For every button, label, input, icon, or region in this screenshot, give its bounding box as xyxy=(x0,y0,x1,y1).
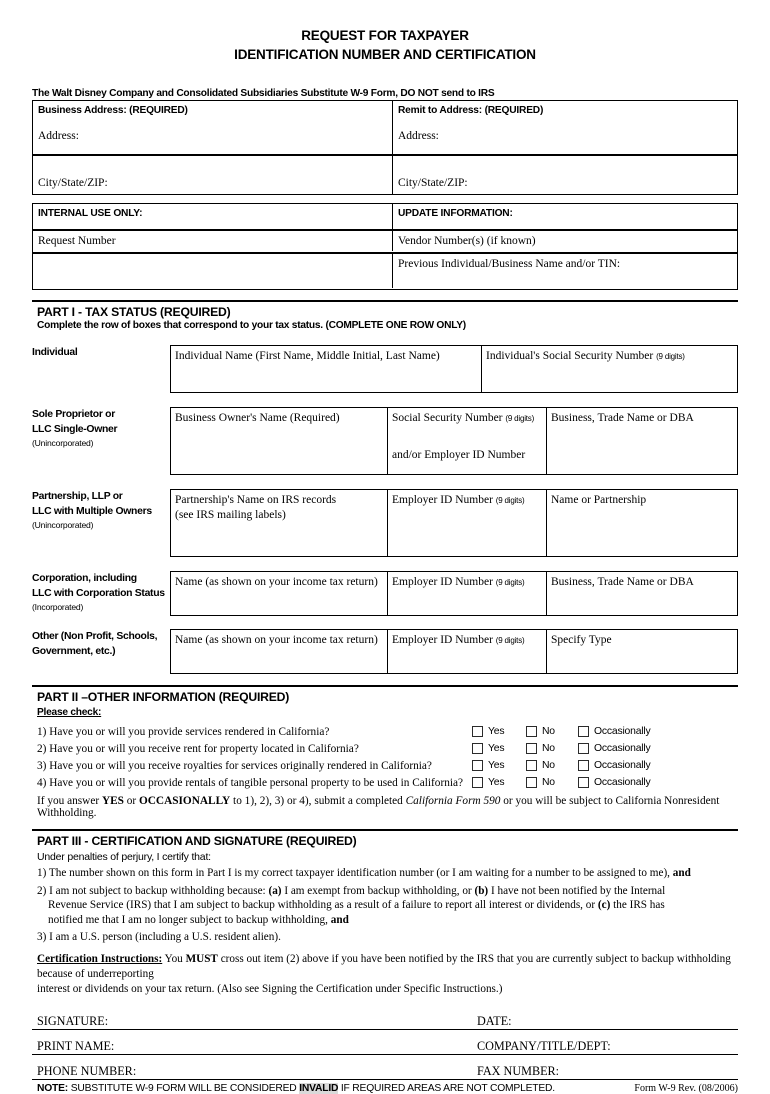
spacer-before-part3 xyxy=(32,819,738,829)
label-paren: (Incorporated) xyxy=(32,602,84,612)
question-options-1 xyxy=(472,726,659,737)
other-name-label: Name (as shown on your income tax return) xyxy=(175,634,378,646)
option-label-occasionally: Occasionally xyxy=(594,726,651,737)
corp-ein-label: Employer ID Number xyxy=(392,576,496,588)
option-label-yes: Yes xyxy=(488,760,505,771)
option-label-yes: Yes xyxy=(488,743,505,754)
sp-ssn-ein-field[interactable] xyxy=(387,408,546,474)
checkbox-icon[interactable] xyxy=(578,777,589,788)
cert-segment: cross out item (2) above if you have been notified by the IRS that you are currently subject to backup withholding because of underreporting xyxy=(37,952,731,980)
individual-ssn-label: Individual's Social Security Number xyxy=(486,350,657,362)
footer-segment: SUBSTITUTE W-9 FORM WILL BE CONSIDERED xyxy=(68,1082,300,1094)
tax-status-label-sole-proprietor xyxy=(32,407,170,450)
option-label-no: No xyxy=(542,743,555,754)
label-line: Government, etc.) xyxy=(32,646,116,657)
form-revision-text: Form W-9 Rev. (08/2006) xyxy=(634,1082,738,1094)
checkbox-icon[interactable] xyxy=(472,743,483,754)
print-name-label[interactable]: PRINT NAME: xyxy=(37,1038,115,1053)
tax-status-boxes-sole-proprietor xyxy=(170,407,738,475)
checkbox-option-yes-3[interactable] xyxy=(472,760,518,771)
footer-segment: IF REQUIRED AREAS ARE NOT COMPLETED. xyxy=(338,1082,555,1094)
note-segment: If you answer xyxy=(37,795,102,807)
internal-update-block-row1 xyxy=(32,203,738,230)
option-label-occasionally: Occasionally xyxy=(594,760,651,771)
address-block-bottom xyxy=(32,155,738,195)
signature-date-row xyxy=(32,1006,738,1029)
internal-use-heading: INTERNAL USE ONLY: xyxy=(38,208,143,219)
option-label-yes: Yes xyxy=(488,777,505,788)
option-label-yes: Yes xyxy=(488,726,505,737)
option-label-occasionally: Occasionally xyxy=(594,777,651,788)
remit-city-label: City/State/ZIP: xyxy=(397,177,468,189)
tax-status-row-partnership xyxy=(32,489,738,557)
company-title-dept-label[interactable]: COMPANY/TITLE/DEPT: xyxy=(477,1038,611,1053)
sp-dba-field[interactable] xyxy=(546,408,737,474)
partnership-name-sublabel: (see IRS mailing labels) xyxy=(175,509,286,521)
other-ein-field[interactable] xyxy=(387,630,546,673)
checkbox-option-occasionally-1[interactable] xyxy=(578,726,651,737)
individual-name-label: Individual Name (First Name, Middle Initial, Last Name) xyxy=(175,350,440,362)
corp-ein-digits-hint: (9 digits) xyxy=(495,578,525,587)
address-block-top xyxy=(32,100,738,155)
phone-fax-row xyxy=(32,1055,738,1079)
other-specify-type-field[interactable] xyxy=(546,630,737,673)
checkbox-icon[interactable] xyxy=(472,726,483,737)
partnership-dba-label: Name or Partnership xyxy=(551,494,647,506)
partnership-ein-field[interactable] xyxy=(387,490,546,556)
tax-status-boxes-other xyxy=(170,629,738,674)
part2-question-list xyxy=(32,723,738,791)
option-label-no: No xyxy=(542,760,555,771)
update-info-heading: UPDATE INFORMATION: xyxy=(397,208,513,219)
tax-status-label-partnership xyxy=(32,489,170,532)
checkbox-option-no-3[interactable] xyxy=(526,760,570,771)
corp-name-label: Name (as shown on your income tax return) xyxy=(175,576,378,588)
other-ein-label: Employer ID Number xyxy=(392,634,496,646)
vendor-number-label: Vendor Number(s) (if known) xyxy=(397,234,536,247)
individual-ssn-digits-hint: (9 digits) xyxy=(656,352,685,361)
note-segment: or xyxy=(123,795,139,807)
cert-must-emphasis: MUST xyxy=(185,952,218,965)
part2-withholding-note xyxy=(32,795,738,819)
request-number-cell[interactable] xyxy=(33,231,392,252)
cert-a-emphasis: (a) xyxy=(268,884,282,897)
internal-use-cell xyxy=(33,204,392,229)
part2-please-check: Please check: xyxy=(37,707,102,718)
label-line: LLC Single-Owner xyxy=(32,424,118,435)
date-label[interactable]: DATE: xyxy=(477,1013,512,1028)
cert-item-2-line-2 xyxy=(37,898,738,913)
other-specify-type-label: Specify Type xyxy=(551,634,612,646)
label-paren: (Unincorporated) xyxy=(32,438,94,448)
cert-instructions-label: Certification Instructions: xyxy=(37,952,163,965)
label-line: Sole Proprietor or xyxy=(32,409,115,420)
question-text-3: 3) Have you or will you receive royalties for services originally rendered in California? xyxy=(37,759,432,772)
page-title-line-1: REQUEST FOR TAXPAYER xyxy=(301,28,469,43)
spacer-before-part2 xyxy=(32,674,738,685)
question-options-4 xyxy=(472,777,659,788)
remit-city-cell[interactable] xyxy=(392,156,737,194)
part1-heading: PART I - TAX STATUS (REQUIRED) xyxy=(37,305,231,319)
label-line: LLC with Multiple Owners xyxy=(32,506,152,517)
partnership-dba-field[interactable] xyxy=(546,490,737,556)
sp-owner-name-label: Business Owner's Name (Required) xyxy=(175,412,340,424)
question-row-3 xyxy=(37,757,738,774)
option-label-no: No xyxy=(542,777,555,788)
label-line: Corporation, including xyxy=(32,573,137,584)
sp-ssn-label: Social Security Number xyxy=(392,412,506,424)
footer-note-text xyxy=(37,1083,634,1094)
certification-instructions xyxy=(32,952,738,997)
option-label-no: No xyxy=(542,726,555,737)
note-yes-emphasis: YES xyxy=(101,795,124,807)
individual-name-field[interactable] xyxy=(171,346,481,392)
checkbox-option-occasionally-4[interactable] xyxy=(578,777,651,788)
cert-segment: I am exempt from backup withholding, or xyxy=(281,884,475,897)
option-label-occasionally: Occasionally xyxy=(594,743,651,754)
part3-intro: Under penalties of perjury, I certify that: xyxy=(37,851,211,863)
individual-ssn-field[interactable] xyxy=(481,346,737,392)
internal-update-block-row3 xyxy=(32,253,738,290)
note-occasionally-emphasis: OCCASIONALLY xyxy=(138,795,231,807)
sp-ein-label: and/or Employer ID Number xyxy=(392,449,526,461)
spacer-before-part1 xyxy=(32,290,738,300)
cert-instructions-line-2: interest or dividends on your tax return. (Also see Signing the Certification under Specific Instructions.) xyxy=(37,982,503,995)
internal-update-block-row2 xyxy=(32,230,738,253)
remit-address-cell[interactable] xyxy=(392,101,737,154)
other-ein-digits-hint: (9 digits) xyxy=(495,636,525,645)
checkbox-icon[interactable] xyxy=(526,743,537,754)
other-name-field[interactable] xyxy=(171,630,387,673)
business-address-label: Address: xyxy=(38,130,79,142)
checkbox-icon[interactable] xyxy=(472,760,483,771)
checkbox-option-no-2[interactable] xyxy=(526,743,570,754)
update-info-cell xyxy=(392,204,737,229)
label-line: Partnership, LLP or xyxy=(32,491,123,502)
tax-status-boxes-partnership xyxy=(170,489,738,557)
cert-segment: 2) I am not subject to backup withholding because: xyxy=(37,884,269,897)
checkbox-icon[interactable] xyxy=(526,726,537,737)
sp-dba-label: Business, Trade Name or DBA xyxy=(551,412,694,424)
checkbox-icon[interactable] xyxy=(526,760,537,771)
tax-status-row-corporation xyxy=(32,571,738,616)
previous-name-cell[interactable] xyxy=(392,253,737,288)
sp-owner-name-field[interactable] xyxy=(171,408,387,474)
cert-segment: notified me that I am no longer subject to backup withholding, xyxy=(48,913,331,926)
tax-status-boxes-corporation xyxy=(170,571,738,616)
phone-number-label[interactable]: PHONE NUMBER: xyxy=(37,1063,137,1078)
part1-instruction: Complete the row of boxes that correspond to your tax status. (COMPLETE ONE ROW ONLY) xyxy=(37,320,466,331)
cert-segment: You xyxy=(162,952,186,965)
checkbox-option-occasionally-2[interactable] xyxy=(578,743,651,754)
note-segment: to 1), 2), 3) or 4), submit a completed xyxy=(230,795,406,807)
part3-heading: PART III - CERTIFICATION AND SIGNATURE (REQUIRED) xyxy=(37,834,357,848)
checkbox-icon[interactable] xyxy=(578,726,589,737)
tax-status-boxes-individual xyxy=(170,345,738,393)
checkbox-icon[interactable] xyxy=(578,743,589,754)
corp-dba-label: Business, Trade Name or DBA xyxy=(551,576,694,588)
checkbox-option-no-1[interactable] xyxy=(526,726,570,737)
checkbox-option-yes-2[interactable] xyxy=(472,743,518,754)
business-city-cell[interactable] xyxy=(33,156,392,194)
business-address-cell[interactable] xyxy=(33,101,392,154)
partnership-name-field[interactable] xyxy=(171,490,387,556)
certification-item-2 xyxy=(32,884,738,928)
note-segment: or you will be subject to California Nonresident Withholding. xyxy=(37,795,720,819)
footer-note-label: NOTE: xyxy=(37,1082,69,1094)
partnership-name-label: Partnership's Name on IRS records xyxy=(175,494,337,506)
business-address-heading: Business Address: (REQUIRED) xyxy=(38,105,188,116)
cert-item-2-line-3 xyxy=(37,913,738,928)
cert-and-emphasis: and xyxy=(330,913,349,926)
internal-use-blank-cell[interactable] xyxy=(33,254,392,289)
cert-b-emphasis: (b) xyxy=(474,884,489,897)
print-name-company-row xyxy=(32,1030,738,1054)
cert-segment: the IRS has xyxy=(610,899,665,911)
note-form-reference: California Form 590 xyxy=(405,795,501,807)
checkbox-icon[interactable] xyxy=(578,760,589,771)
question-row-1 xyxy=(37,723,738,740)
checkbox-option-no-4[interactable] xyxy=(526,777,570,788)
part2-heading: PART II –OTHER INFORMATION (REQUIRED) xyxy=(37,690,290,704)
checkbox-option-yes-4[interactable] xyxy=(472,777,518,788)
label-line: Other (Non Profit, Schools, xyxy=(32,631,158,642)
remit-address-heading: Remit to Address: (REQUIRED) xyxy=(397,105,544,116)
signature-label[interactable]: SIGNATURE: xyxy=(37,1013,109,1028)
checkbox-option-occasionally-3[interactable] xyxy=(578,760,651,771)
corp-dba-field[interactable] xyxy=(546,572,737,615)
footer-note-row xyxy=(32,1083,738,1094)
corp-ein-field[interactable] xyxy=(387,572,546,615)
tax-status-label-individual xyxy=(32,345,170,360)
certification-item-3: 3) I am a U.S. person (including a U.S. resident alien). xyxy=(37,931,281,943)
corp-name-field[interactable] xyxy=(171,572,387,615)
label-paren: (Unincorporated) xyxy=(32,520,94,530)
partnership-ein-digits-hint: (9 digits) xyxy=(495,496,525,505)
question-options-2 xyxy=(472,743,659,754)
tax-status-label-other xyxy=(32,629,170,659)
cert-segment: Revenue Service (IRS) that I am subject to backup withholding as a result of a failure to report all interest or dividends, or xyxy=(48,899,598,911)
form-subtitle: The Walt Disney Company and Consolidated Subsidiaries Substitute W-9 Form, DO NOT send to IRS xyxy=(32,88,495,99)
cert-segment: 1) The number shown on this form in Part I is my correct taxpayer identification number (or I am waiting for a number to be assigned to me), xyxy=(37,867,673,879)
remit-address-label: Address: xyxy=(397,130,439,142)
cert-segment: I have not been notified by the Internal xyxy=(488,884,666,897)
question-row-2 xyxy=(37,740,738,757)
label-line: Individual xyxy=(32,347,78,358)
question-text-2: 2) Have you or will you receive rent for property located in California? xyxy=(37,742,359,755)
phone-rule xyxy=(32,1079,738,1080)
partnership-ein-label: Employer ID Number xyxy=(392,494,496,506)
cert-and-emphasis: and xyxy=(672,867,691,879)
fax-number-label[interactable]: FAX NUMBER: xyxy=(477,1063,560,1078)
tax-status-row-sole-proprietor xyxy=(32,407,738,475)
footer-invalid-emphasis: INVALID xyxy=(299,1082,339,1094)
cert-c-emphasis: (c) xyxy=(597,899,611,911)
tax-status-row-other xyxy=(32,629,738,674)
page-title-line-2: IDENTIFICATION NUMBER AND CERTIFICATION xyxy=(234,47,536,62)
tax-status-row-individual xyxy=(32,345,738,393)
checkbox-option-yes-1[interactable] xyxy=(472,726,518,737)
checkbox-icon[interactable] xyxy=(472,777,483,788)
signature-area xyxy=(32,1006,738,1080)
tax-status-label-corporation xyxy=(32,571,170,614)
spacer-address-internal xyxy=(32,195,738,203)
question-text-4: 4) Have you or will you provide rentals of tangible personal property to be used in California? xyxy=(37,776,464,789)
vendor-number-cell[interactable] xyxy=(392,230,737,251)
question-text-1: 1) Have you or will you provide services rendered in California? xyxy=(37,725,330,738)
certification-item-1 xyxy=(32,866,738,881)
question-row-4 xyxy=(37,774,738,791)
question-options-3 xyxy=(472,760,659,771)
label-line: LLC with Corporation Status xyxy=(32,588,165,599)
sp-ssn-digits-hint: (9 digits) xyxy=(505,414,535,423)
previous-name-label: Previous Individual/Business Name and/or TIN: xyxy=(397,257,621,270)
checkbox-icon[interactable] xyxy=(526,777,537,788)
business-city-label: City/State/ZIP: xyxy=(38,177,108,189)
request-number-label: Request Number xyxy=(38,235,116,247)
